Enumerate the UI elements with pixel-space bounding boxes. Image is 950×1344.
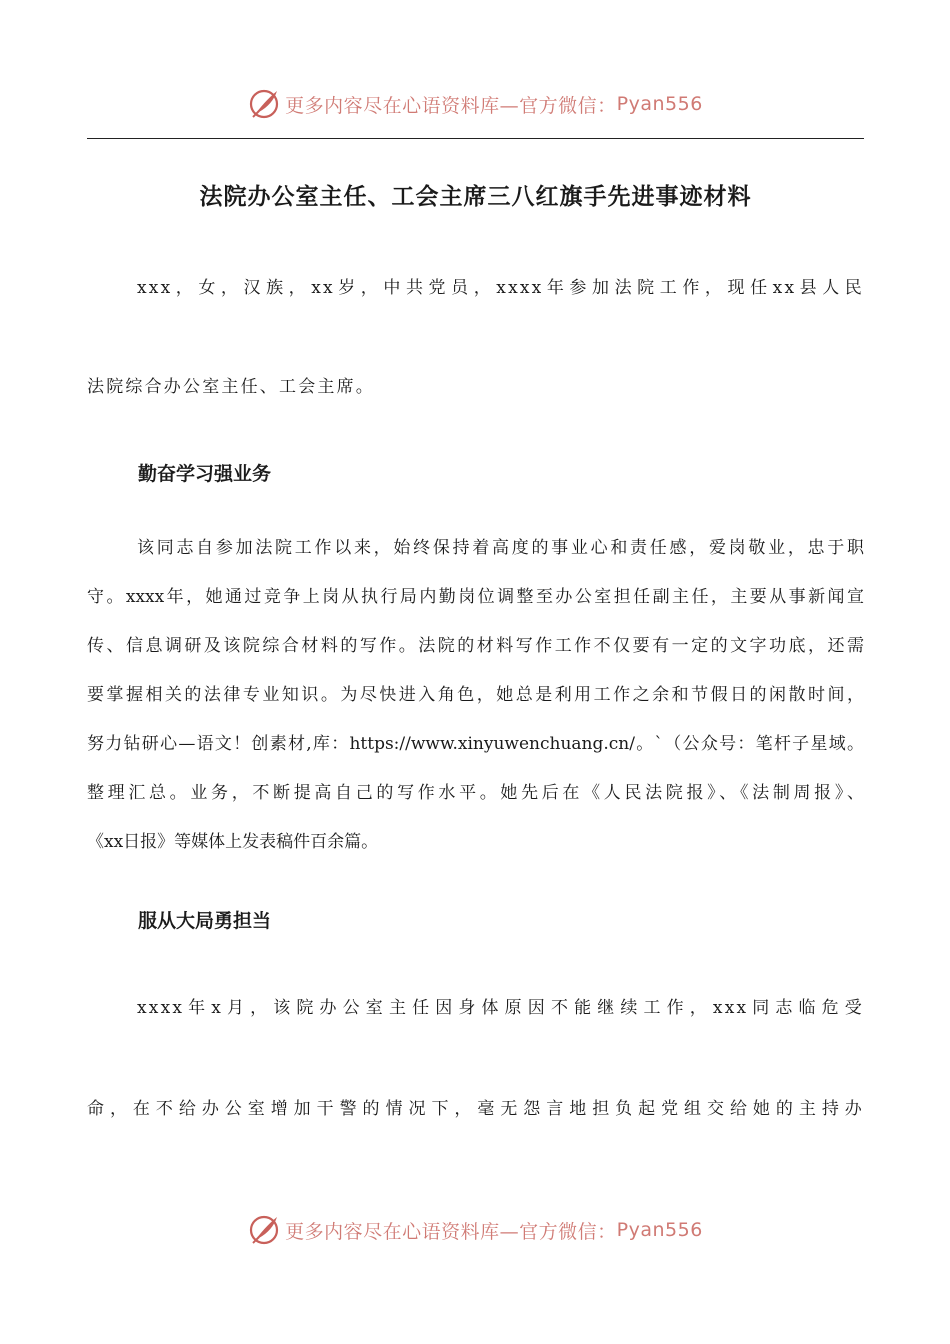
body-line: 要掌握相关的法律专业知识。为尽快进入角色，她总是利用工作之余和节假日的闲散时间， [87, 685, 864, 705]
section1-paragraph [87, 534, 864, 856]
banner-wechat-id: Pyan556 [616, 1219, 703, 1241]
banner-wechat-id: Pyan556 [616, 93, 703, 115]
footer-banner [0, 1210, 950, 1250]
body-line: 努力钻研心—语文！创素材,库：https://www.xinyuwenchuang.cn/。`（公众号：笔杆子星域。 [87, 734, 864, 754]
body-line: xxxx年x月，该院办公室主任因身体原因不能继续工作，xxx同志临危受 [137, 998, 864, 1018]
body-line: 《xx日报》等媒体上发表稿件百余篇。 [87, 832, 379, 852]
intro-line: xxx，女，汉族，xx岁，中共党员，xxxx年参加法院工作，现任xx县人民 [137, 278, 864, 298]
header-banner [0, 84, 950, 124]
document-title: 法院办公室主任、工会主席三八红旗手先进事迹材料 [199, 183, 752, 210]
body-line: 命，在不给办公室增加干警的情况下，毫无怨言地担负起党组交给她的主持办 [87, 1099, 864, 1119]
intro-paragraph [87, 274, 864, 302]
body-line: 该同志自参加法院工作以来，始终保持着高度的事业心和责任感，爱岗敬业，忠于职 [137, 538, 864, 558]
body-line: 传、信息调研及该院综合材料的写作。法院的材料写作工作不仅要有一定的文字功底，还需 [87, 636, 864, 656]
section-heading: 服从大局勇担当 [138, 910, 272, 932]
intro-line: 法院综合办公室主任、工会主席。 [87, 377, 375, 397]
body-line: 守。xxxx年，她通过竞争上岗从执行局内勤岗位调整至办公室担任副主任，主要从事新闻宣 [87, 587, 864, 607]
quill-logo-icon [247, 87, 281, 121]
intro-paragraph-cont [87, 373, 864, 401]
header-divider [87, 138, 864, 139]
section2-paragraph-cont [87, 1095, 864, 1123]
quill-logo-icon [247, 1213, 281, 1247]
body-line: 整理汇总。业务，不断提高自己的写作水平。她先后在《人民法院报》、《法制周报》、 [87, 783, 864, 803]
banner-text: 更多内容尽在心语资料库—官方微信： [285, 94, 617, 117]
banner-text: 更多内容尽在心语资料库—官方微信： [285, 1220, 617, 1243]
section-heading: 勤奋学习强业务 [138, 463, 272, 485]
section2-paragraph [87, 994, 864, 1022]
